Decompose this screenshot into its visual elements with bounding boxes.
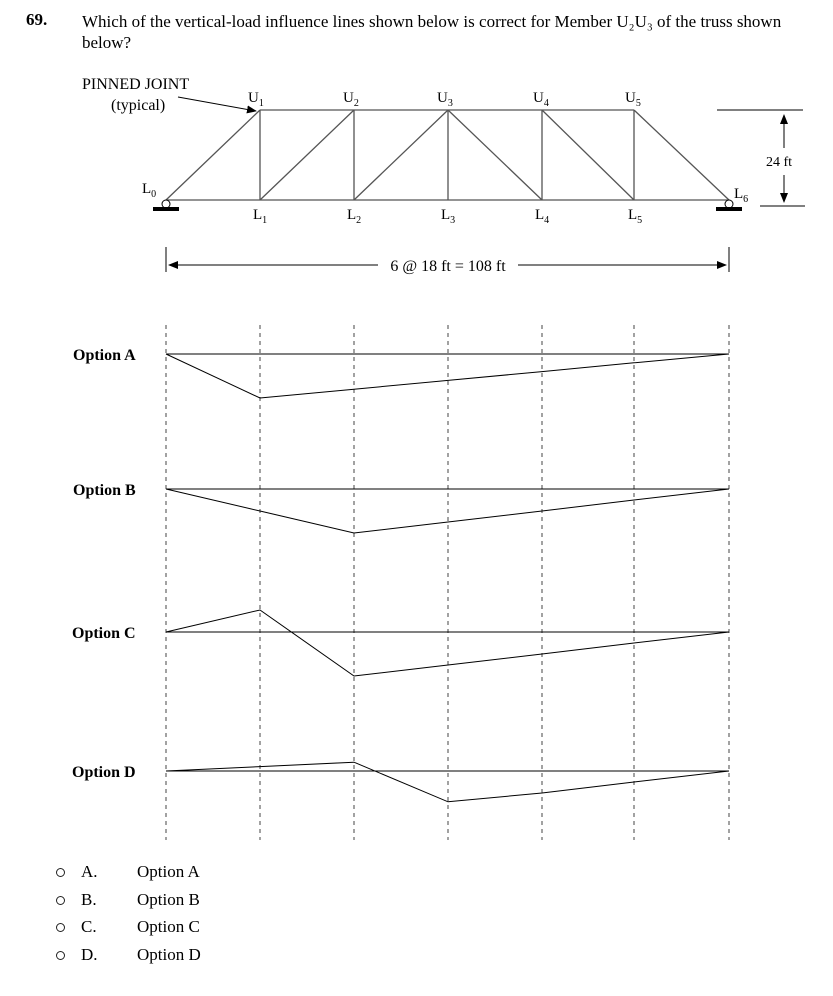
height-label: 24 ft — [766, 155, 793, 170]
option-a-label: Option A — [73, 347, 136, 364]
span-label: 6 @ 18 ft = 108 ft — [390, 258, 506, 275]
option-b-label: Option B — [73, 482, 136, 499]
panel-gridlines — [166, 325, 729, 840]
node-label-u5: $U_5$ — [625, 90, 641, 109]
pinned-joint-arrow — [178, 97, 256, 111]
option-d-label: Option D — [72, 764, 136, 781]
radio-b[interactable] — [56, 896, 65, 905]
choice-b-letter: B. — [81, 889, 97, 909]
diagonal-u4-l5 — [542, 110, 634, 200]
diagonal-l1-u2 — [260, 110, 354, 200]
diagonal-u3-l4 — [448, 110, 542, 200]
influence-lines — [72, 347, 729, 802]
node-label-u3: $U_3$ — [437, 90, 453, 109]
node-label-u2: $U_2$ — [343, 90, 359, 109]
node-label-u1: $U_1$ — [248, 90, 264, 109]
end-post-left — [166, 110, 260, 200]
radio-a[interactable] — [56, 868, 65, 877]
radio-d[interactable] — [56, 951, 65, 960]
choice-a-letter: A. — [81, 862, 98, 881]
node-label-l1: $L_1$ — [253, 207, 268, 226]
node-label-l0: $L_0$ — [142, 181, 157, 200]
pinned-joint-sublabel: (typical) — [111, 97, 166, 114]
pin-support-left — [153, 200, 179, 211]
choice-c-letter: C. — [81, 917, 97, 936]
node-label-l5: $L_5$ — [628, 207, 643, 226]
choice-b-text: Option B — [137, 889, 200, 909]
radio-c[interactable] — [56, 923, 65, 932]
node-label-l2: $L_2$ — [347, 207, 362, 226]
truss-members — [166, 110, 729, 200]
choice-d-letter: D. — [81, 944, 98, 964]
node-label-l4: $L_4$ — [535, 207, 550, 226]
pinned-joint-label: PINNED JOINT — [82, 76, 190, 93]
node-label-l6: $L_6$ — [734, 186, 749, 205]
choice-d-text: Option D — [137, 944, 201, 964]
question-text: Which of the vertical-load influence lines shown below is correct for Member U₂U₃ of the truss shown below? — [82, 12, 782, 52]
end-post-right — [634, 110, 729, 200]
choice-a-text: Option A — [137, 862, 200, 881]
question-number: 69. — [26, 10, 48, 29]
choice-c-text: Option C — [137, 917, 200, 936]
diagonal-l2-u3 — [354, 110, 448, 200]
node-label-l3: $L_3$ — [441, 207, 456, 226]
option-c-influence-line — [166, 610, 729, 676]
node-label-u4: $U_4$ — [533, 90, 549, 109]
option-c-label: Option C — [72, 625, 136, 642]
